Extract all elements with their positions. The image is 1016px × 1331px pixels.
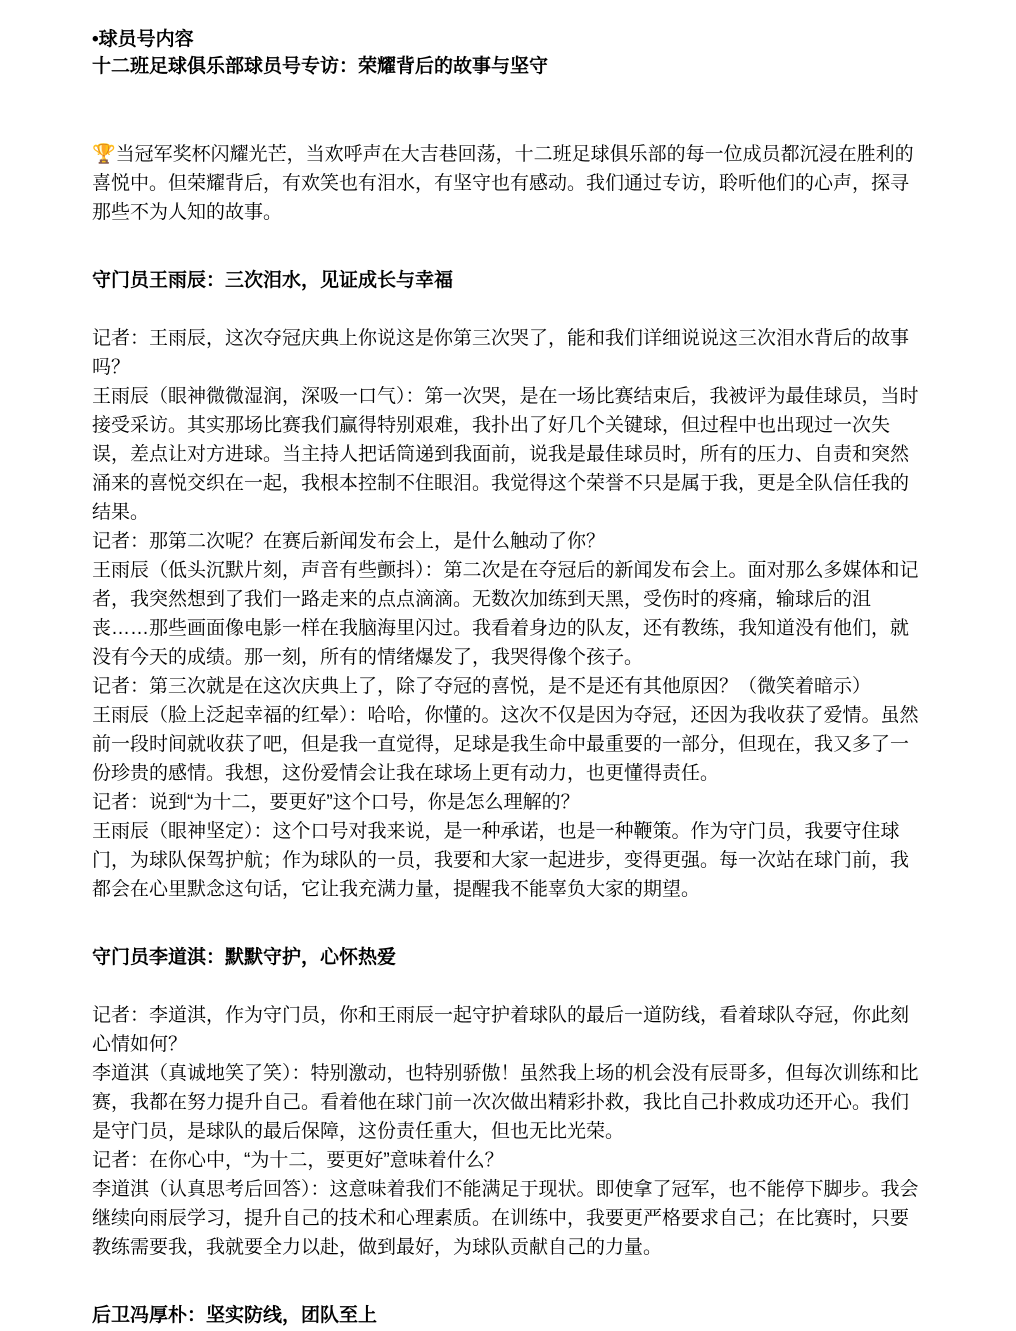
paragraph: 王雨辰（眼神坚定）：这个口号对我来说，是一种承诺，也是一种鞭策。作为守门员，我要守住球门，为球队保驾护航；作为球队的一员，我要和大家一起进步，变得更强。每一次站在球门前，我都会在心里默念这句话，它让我充满力量，提醒我不能辜负大家的期望。: [92, 821, 910, 900]
paragraph: 记者：王雨辰，这次夺冠庆典上你说这是你第三次哭了，能和我们详细说说这三次泪水背后的故事吗？: [92, 328, 910, 378]
paragraph: 记者：李道淇，作为守门员，你和王雨辰一起守护着球队的最后一道防线，看着球队夺冠，你此刻心情如何？: [92, 1005, 910, 1055]
paragraph: 王雨辰（低头沉默片刻，声音有些颤抖）：第二次是在夺冠后的新闻发布会上。面对那么多媒体和记者，我突然想到了我们一路走来的点点滴滴。无数次加练到天黑，受伤时的疼痛，输球后的沮丧……那些画面像电影一样在我脑海里闪过。我看着身边的队友，还有教练，我知道没有他们，就没有今天的成绩。那一刻，所有的情绪爆发了，我哭得像个孩子。: [92, 560, 919, 668]
trophy-icon: 🏆: [92, 144, 116, 165]
paragraph: 王雨辰（脸上泛起幸福的红晕）：哈哈，你懂的。这次不仅是因为夺冠，还因为我收获了爱情。虽然前一段时间就收获了吧，但是我一直觉得，足球是我生命中最重要的一部分，但现在，我又多了一份珍贵的感情。我想，这份爱情会让我在球场上更有动力，也更懂得责任。: [92, 705, 919, 784]
paragraph: 记者：说到“为十二，要更好”这个口号，你是怎么理解的？: [92, 792, 580, 813]
section-heading: 守门员李道淇：默默守护，心怀热爱: [92, 947, 397, 968]
section-li-daoqi: [92, 944, 927, 1262]
paragraph: 李道淇（真诚地笑了笑）：特别激动，也特别骄傲！虽然我上场的机会没有辰哥多，但每次训练和比赛，我都在努力提升自己。看着他在球门前一次次做出精彩扑救，我比自己扑救成功还开心。我们是守门员，是球队的最后保障，这份责任重大，但也无比光荣。: [92, 1063, 919, 1142]
section-heading: 守门员王雨辰：三次泪水，见证成长与幸福: [92, 270, 454, 291]
paragraph: 记者：第三次就是在这次庆典上了，除了夺冠的喜悦，是不是还有其他原因？（微笑着暗示）: [92, 676, 872, 697]
intro-paragraph: [92, 140, 927, 227]
article-title: 十二班足球俱乐部球员号专访：荣耀背后的故事与坚守: [92, 56, 549, 77]
paragraph: 李道淇（认真思考后回答）：这意味着我们不能满足于现状。即使拿了冠军，也不能停下脚步。我会继续向雨辰学习，提升自己的技术和心理素质。在训练中，我要更严格要求自己；在比赛时，只要教练需要我，我就要全力以赴，做到最好，为球队贡献自己的力量。: [92, 1179, 919, 1258]
section-feng-houpu: [92, 1302, 927, 1329]
bullet-title: •球员号内容: [92, 29, 194, 50]
paragraph: 王雨辰（眼神微微湿润，深吸一口气）：第一次哭，是在一场比赛结束后，我被评为最佳球员，当时接受采访。其实那场比赛我们赢得特别艰难，我扑出了好几个关键球，但过程中也出现过一次失误，差点让对方进球。当主持人把话筒递到我面前，说我是最佳球员时，所有的压力、自责和突然涌来的喜悦交织在一起，我根本控制不住眼泪。我觉得这个荣誉不只是属于我，更是全队信任我的结果。: [92, 386, 919, 523]
intro-text: 当冠军奖杯闪耀光芒，当欢呼声在大吉巷回荡，十二班足球俱乐部的每一位成员都沉浸在胜利的喜悦中。但荣耀背后，有欢笑也有泪水，有坚守也有感动。我们通过专访，聆听他们的心声，探寻那些不为人知的故事。: [92, 144, 914, 223]
paragraph: 记者：在你心中，“为十二，要更好”意味着什么？: [92, 1150, 504, 1171]
paragraph: 记者：那第二次呢？在赛后新闻发布会上，是什么触动了你？: [92, 531, 606, 552]
section-heading: 后卫冯厚朴：坚实防线，团队至上: [92, 1305, 378, 1326]
section-wang-yuchen: [92, 267, 927, 904]
